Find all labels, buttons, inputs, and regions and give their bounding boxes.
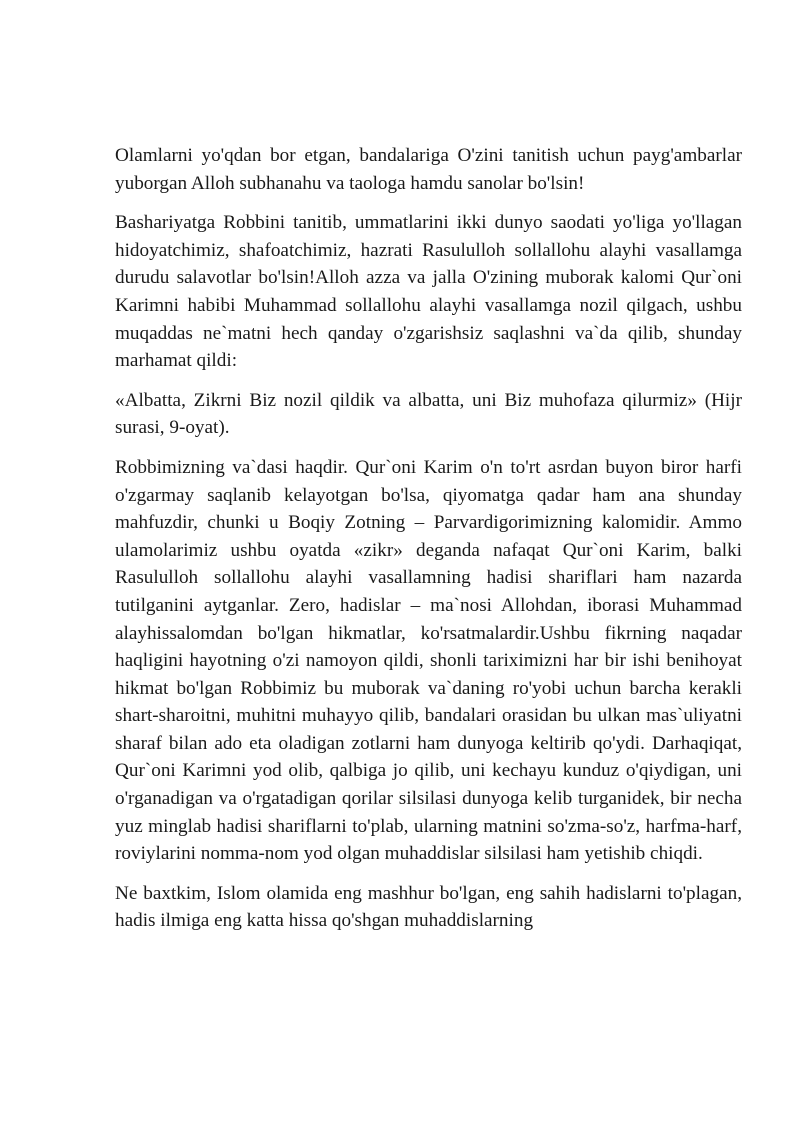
document-body [115, 142, 742, 947]
paragraph-salawat: Bashariyatga Robbini tanitib, ummatlarini ikki dunyo saodati yo'liga yo'llagan hidoyatchimiz, shafoatchimiz, hazrati Rasululloh sollallohu alayhi vasallamga durudu salavotlar bo'lsin!Alloh azza va jalla O'zining muborak kalomi Qur`oni Karimni habibi Muhammad sollallohu alayhi vasallamga nozil qilgach, ushbu muqaddas ne`matni hech qanday o'zgarishsiz saqlashni va`da qilib, shunday marhamat qildi: [115, 212, 742, 372]
paragraph-opening-praise: Olamlarni yo'qdan bor etgan, bandalariga O'zini tanitish uchun payg'ambarlar yuborgan Alloh subhanahu va taologa hamdu sanolar bo'lsin! [115, 145, 742, 194]
paragraph-promise: Robbimizning va`dasi haqdir. Qur`oni Karim o'n to'rt asrdan buyon biror harfi o'zgarmay saqlanib kelayotgan bo'lsa, qiyomatga qadar ham ana shunday mahfuzdir, chunki u Boqiy Zotning – Parvardigorimizning kalomidir. Ammo ulamolarimiz ushbu oyatda «zikr» deganda nafaqat Qur`oni Karim, balki Rasululloh sollallohu alayhi vasallamning hadisi shariflari ham nazarda tutilganini aytganlar. Zero, hadislar – ma`nosi Allohdan, iborasi Muhammad alayhissalomdan bo'lgan hikmatlar, ko'rsatmalardir.Ushbu fikrning naqadar haqligini hayotning o'zi namoyon qildi, shonli tariximizni har bir ishi benihoyat hikmat bo'lgan Robbimiz bu muborak va`daning ro'yobi uchun barcha kerakli shart-sharoitni, muhitni muhayyo qilib, bandalari orasidan bu ulkan mas`uliyatni sharaf bilan ado eta oladigan zotlarni ham dunyoga keltirib qo'ydi. Darhaqiqat, Qur`oni Karimni yod olib, qalbiga jo qilib, uni kechayu kunduz o'qiydigan, uni o'rganadigan va o'rgatadigan qorilar silsilasi dunyoga kelib turganidek, bir necha yuz minglab hadisi shariflarni to'plab, ularning matnini so'zma-so'z, harfma-harf, roviylarini nomma-nom yod olgan muhaddislar silsilasi ham yetishib chiqdi. [115, 456, 742, 865]
paragraph-muhaddislar: Ne baxtkim, Islom olamida eng mashhur bo'lgan, eng sahih hadislarni to'plagan, hadis ilmiga eng katta hissa qo'shgan muhaddislarning [115, 882, 742, 932]
paragraph-quran-quote: «Albatta, Zikrni Biz nozil qildik va albatta, uni Biz muhofaza qilurmiz» (Hijr surasi, 9-oyat). [115, 389, 742, 439]
